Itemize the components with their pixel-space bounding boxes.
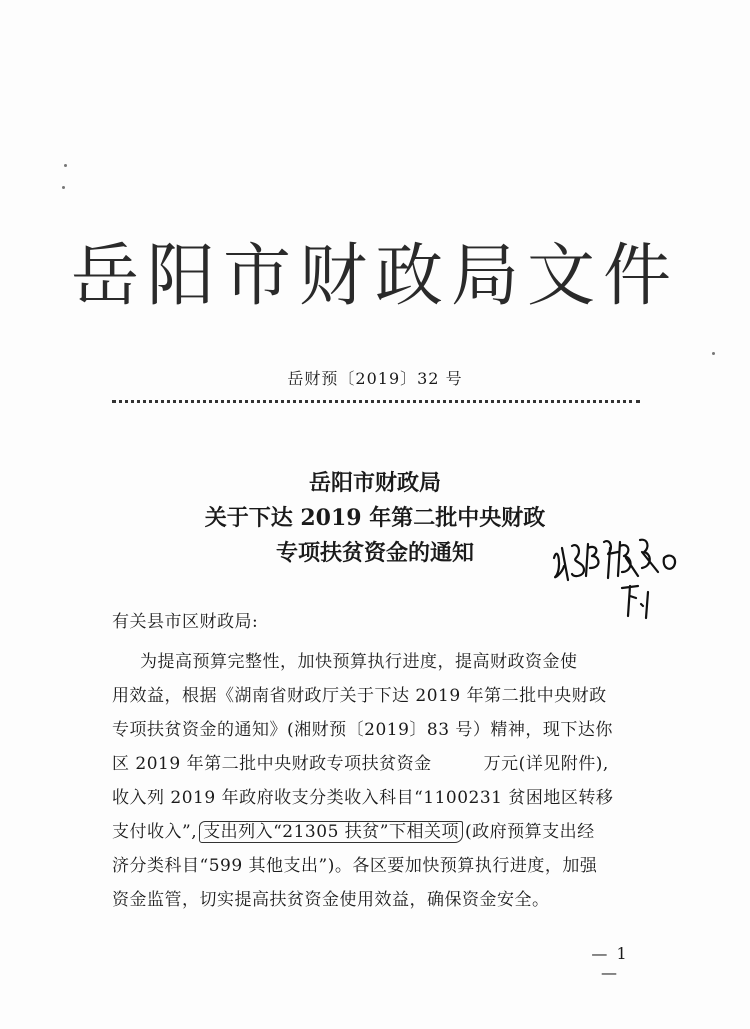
page-number: — 1 — [591,944,629,982]
body-line-segment: (政府预算支出经 [464,822,595,842]
scan-speck [712,352,715,355]
body-line-segment: 区 2019 年第二批中央财政专项扶贫资金 [112,754,432,774]
body-line [112,822,640,842]
handwritten-signature [548,518,698,623]
notice-title-line-1: 岳阳市财政局 [308,470,441,496]
body-line: 济分类科目“599 其他支出”)。各区要加快预算执行进度，加强 [112,856,598,876]
body-line: 为提高预算完整性，加快预算执行进度，提高财政资金使 [140,652,578,672]
scan-speck [62,186,65,189]
document-number: 岳财预〔2019〕32 号 [287,369,463,388]
document-title: 岳阳市财政局文件 [70,237,679,316]
body-line: 用效益，根据《湖南省财政厅关于下达 2019 年第二批中央财政 [112,686,607,706]
body-line: 收入列 2019 年政府收支分类收入科目“1100231 贫困地区转移 [112,788,614,808]
addressee: 有关县市区财政局: [112,612,259,632]
notice-title-line-3: 专项扶贫资金的通知 [275,540,474,566]
notice-title-line-2: 关于下达 2019 年第二批中央财政 [204,505,546,531]
body-line [112,754,640,774]
body-line-segment: 万元(详见附件), [483,754,609,774]
body-line: 资金监管，切实提高扶贫资金使用效益，确保资金安全。 [112,890,550,910]
body-line: 专项扶贫资金的通知》(湘财预〔2019〕83 号）精神，现下达你 [112,720,613,740]
scan-speck [64,164,67,167]
circled-annotation: 支出列入“21305 扶贫”下相关项 [199,821,463,843]
body-line-segment: 支付收入”, [112,822,198,842]
header-divider [112,400,640,403]
